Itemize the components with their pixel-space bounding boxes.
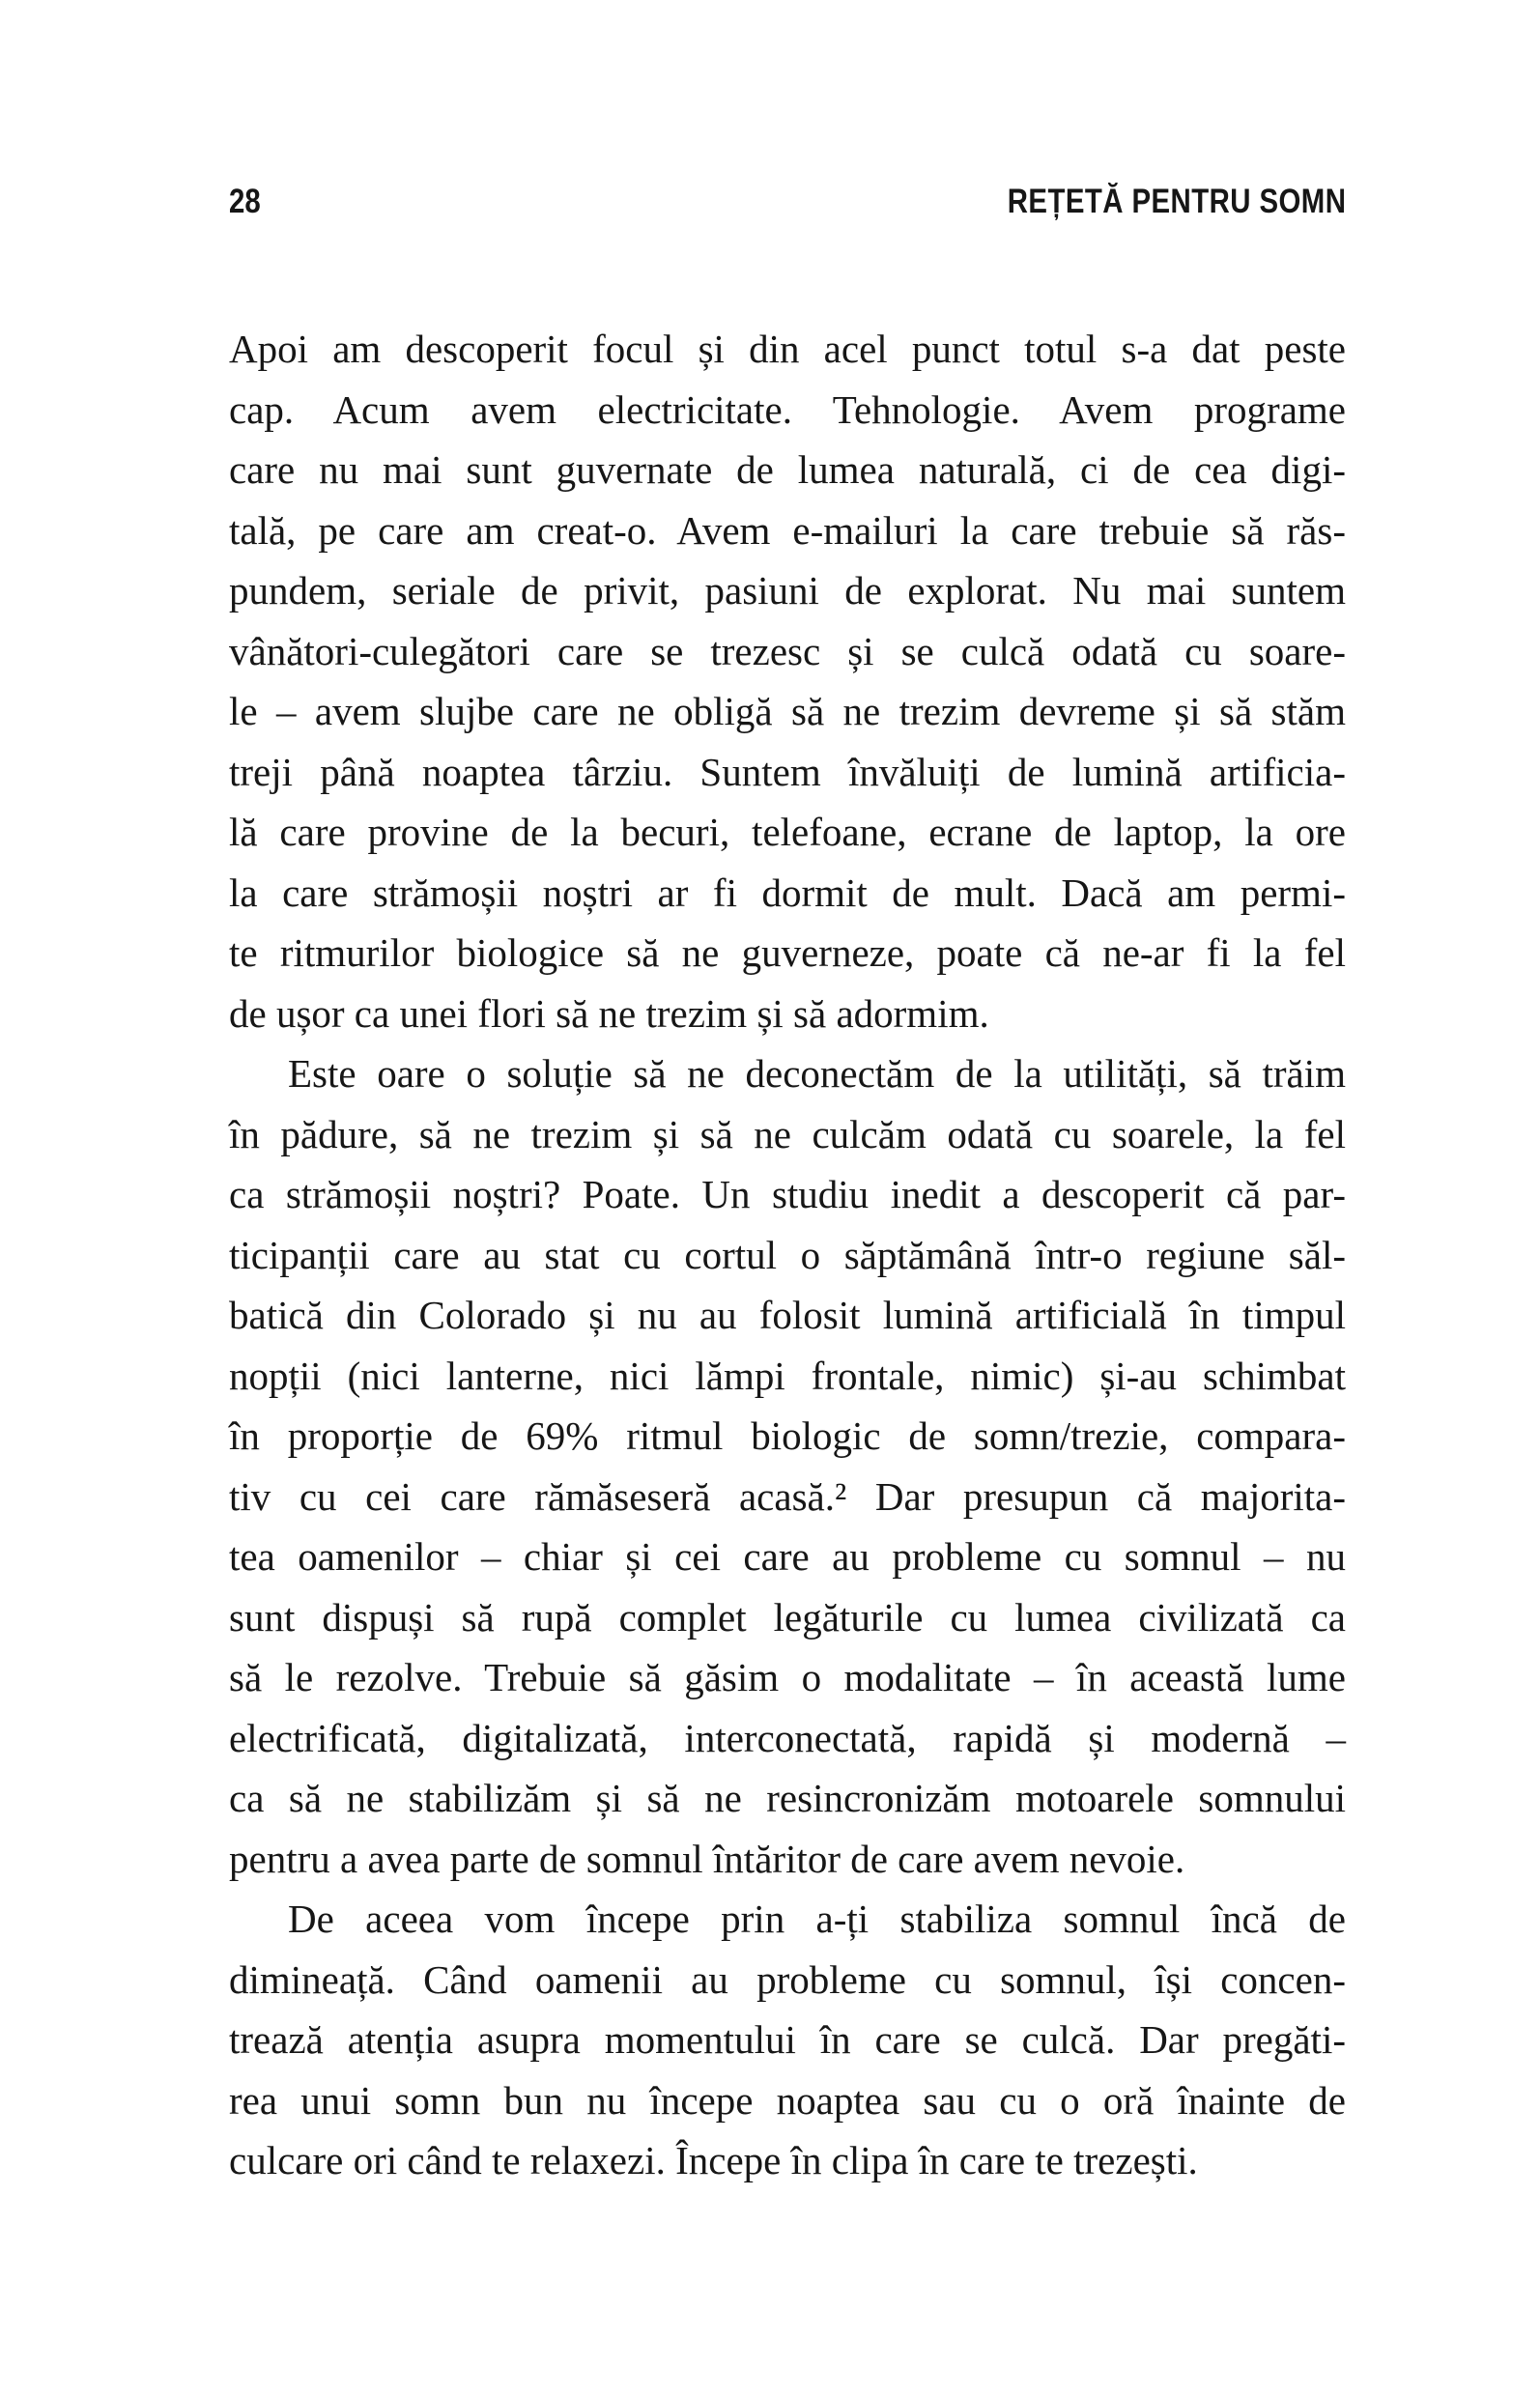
text-line: culcare ori când te relaxezi. Începe în clipa în care te trezești. [229,2138,1198,2182]
text-line: cap. Acum avem electricitate. Tehnologie. Avem programe [229,386,1346,432]
text-line: Apoi am descoperit focul și din acel punct totul s-a dat peste [229,327,1346,371]
text-line: te ritmurilor biologice să ne guverneze, poate că ne-ar fi la fel [229,930,1346,975]
text-line: ca strămoșii noștri? Poate. Un studiu inedit a descoperit că par- [229,1172,1346,1216]
running-title: REȚETĂ PENTRU SOMN [1007,183,1346,220]
paragraph [229,1043,1346,1889]
page-number: 28 [229,183,261,220]
text-line: De aceea vom începe prin a-ți stabiliza somnul încă de [288,1897,1346,1941]
text-line: ticipanții care au stat cu cortul o săptămână într-o regiune săl- [229,1232,1346,1277]
text-line: la care strămoșii noștri ar fi dormit de mult. Dacă am permi- [229,870,1346,915]
page-header [229,184,1346,220]
text-line: ca să ne stabilizăm și să ne resincronizăm motoarele somnului [229,1776,1346,1820]
text-line: trează atenția asupra momentului în care se culcă. Dar pregăti- [229,2017,1346,2062]
text-line: nopții (nici lanterne, nici lămpi frontale, nimic) și-au schimbat [229,1353,1346,1398]
text-line: care nu mai sunt guvernate de lumea naturală, ci de cea digi- [229,447,1346,492]
text-line: sunt dispuși să rupă complet legăturile cu lumea civilizată ca [229,1594,1346,1640]
text-line: de ușor ca unei flori să ne trezim și să adormim. [229,990,989,1036]
text-line: vânători-culegători care se trezesc și se culcă odată cu soare- [229,628,1346,673]
text-line: în pădure, să ne trezim și să ne culcăm odată cu soarele, la fel [229,1111,1346,1156]
text-line: dimineață. Când oamenii au probleme cu somnul, își concen- [229,1956,1346,2002]
text-line: Este oare o soluție să ne deconectăm de la utilități, să trăim [288,1051,1346,1096]
paragraph [229,1889,1346,2191]
text-line: electrificată, digitalizată, interconectată, rapidă și modernă – [229,1715,1346,1760]
text-block [229,319,1346,2191]
text-line: treji până noaptea târziu. Suntem învăluiți de lumină artificia- [229,749,1346,794]
paragraph [229,319,1346,1043]
text-line: să le rezolve. Trebuie să găsim o modalitate – în această lume [229,1655,1346,1699]
text-line: pentru a avea parte de somnul întăritor de care avem nevoie. [229,1836,1185,1881]
text-line: în proporție de 69% ritmul biologic de somn/trezie, compara- [229,1413,1346,1458]
text-line: pundem, seriale de privit, pasiuni de explorat. Nu mai suntem [229,568,1346,613]
text-line: tea oamenilor – chiar și cei care au probleme cu somnul – nu [229,1534,1346,1579]
text-line: tală, pe care am creat-o. Avem e-mailuri la care trebuie să răs- [229,507,1346,553]
text-line: rea unui somn bun nu începe noaptea sau cu o oră înainte de [229,2077,1346,2123]
text-line: le – avem slujbe care ne obligă să ne trezim devreme și să stăm [229,689,1346,733]
text-line: batică din Colorado și nu au folosit lumină artificială în timpul [229,1293,1346,1337]
text-line: tiv cu cei care rămăseseră acasă.² Dar presupun că majorita- [229,1473,1346,1519]
text-line: lă care provine de la becuri, telefoane, ecrane de laptop, la ore [229,810,1346,854]
